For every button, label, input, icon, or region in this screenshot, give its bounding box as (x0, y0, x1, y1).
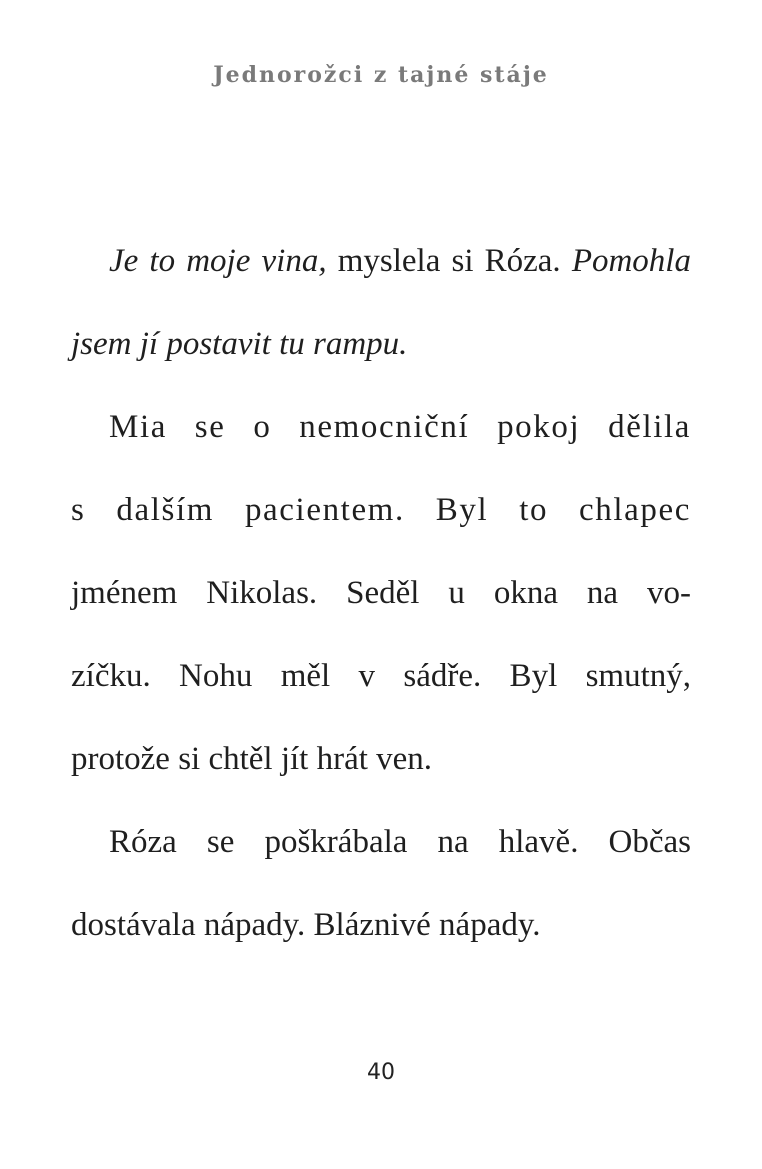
italic-thought: jsem jí postavit tu rampu. (71, 326, 408, 362)
text-line: s dalším pacientem. Byl to chlapec (71, 492, 691, 528)
text-line: zíčku. Nohu měl v sádře. Byl smutný, (71, 658, 691, 694)
text-line: jménem Nikolas. Seděl u okna na vo- (71, 575, 691, 611)
text-line (71, 314, 691, 397)
page-number: 40 (367, 1060, 395, 1085)
narration: myslela si Róza. (326, 243, 572, 279)
paragraph-3 (71, 812, 691, 978)
text-line: Mia se o nemocniční pokoj dělila (109, 409, 691, 445)
text-line: protože si chtěl jít hrát ven. (71, 741, 433, 777)
italic-thought: Je to moje vina, (109, 243, 327, 279)
paragraph-2 (71, 397, 691, 812)
italic-thought: Pomohla (571, 243, 691, 279)
text-line: Róza se poškrábala na hlavě. Občas (109, 824, 691, 860)
text-line: dostávala nápady. Bláznivé nápady. (71, 907, 541, 943)
page-body (71, 231, 691, 978)
running-title: Jednorožci z tajné stáje (213, 62, 549, 88)
paragraph-1 (71, 231, 691, 397)
text-line (71, 231, 691, 314)
